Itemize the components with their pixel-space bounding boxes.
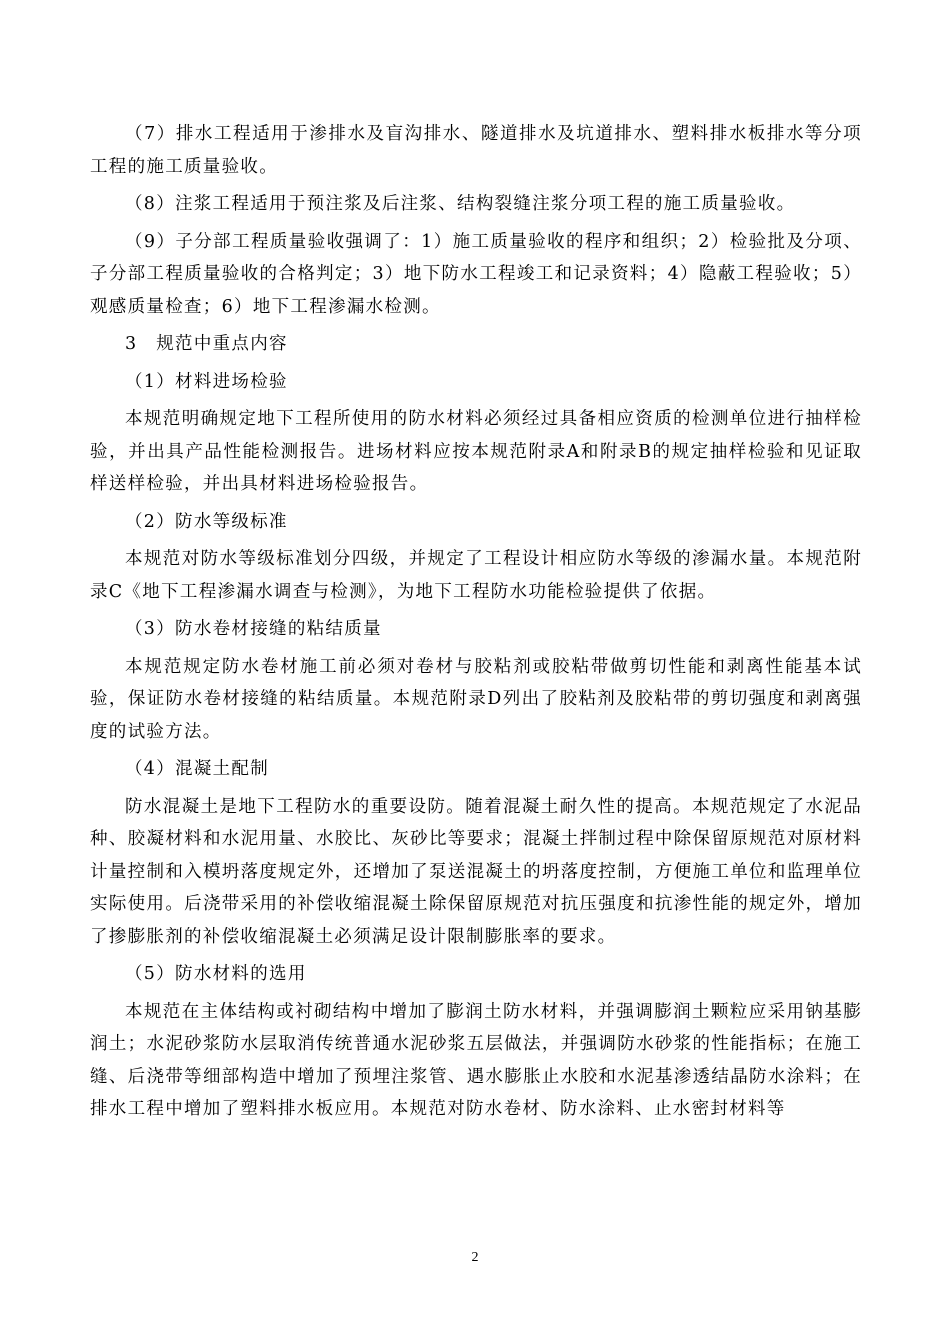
- subheading-material-selection: （5）防水材料的选用: [125, 964, 307, 984]
- body-text: [90, 118, 862, 1131]
- subheading-membrane-seam: （3）防水卷材接缝的粘结质量: [125, 619, 382, 639]
- subheading-waterproof-grade: （2）防水等级标准: [125, 511, 288, 532]
- subheading-concrete-mix: （4）混凝土配制: [125, 759, 270, 779]
- paragraph-subdivision-acceptance: （9）子分部工程质量验收强调了：1）施工质量验收的程序和组织；2）检验批及分项、子分部工程质量验收的合格判定；3）地下防水工程竣工和记录资料；4）隐蔽工程验收；5）观感质量检查；6）地下工程渗漏水检测。: [90, 231, 862, 317]
- section-heading-key-content: 3 规范中重点内容: [125, 334, 288, 354]
- paragraph-waterproof-grade: 本规范对防水等级标准划分四级，并规定了工程设计相应防水等级的渗漏水量。本规范附录C《地下工程渗漏水调查与检测》，为地下工程防水功能检验提供了依据。: [90, 549, 862, 602]
- subheading-material-inspection: （1）材料进场检验: [125, 371, 288, 392]
- paragraph-material-inspection: 本规范明确规定地下工程所使用的防水材料必须经过具备相应资质的检测单位进行抽样检验，并出具产品性能检测报告。进场材料应按本规范附录A和附录B的规定抽样检验和见证取样送样检验，并出具材料进场检验报告。: [90, 409, 862, 494]
- paragraph-concrete-mix: 防水混凝土是地下工程防水的重要设防。随着混凝土耐久性的提高。本规范规定了水泥品种、胶凝材料和水泥用量、水胶比、灰砂比等要求；混凝土拌制过程中除保留原规范对原材料计量控制和入模坍落度规定外，还增加了泵送混凝土的坍落度控制，方便施工单位和监理单位实际使用。后浇带采用的补偿收缩混凝土除保留原规范对抗压强度和抗渗性能的规定外，增加了掺膨胀剂的补偿收缩混凝土必须满足设计限制膨胀率的要求。: [90, 796, 862, 947]
- paragraph-material-selection: 本规范在主体结构或衬砌结构中增加了膨润土防水材料，并强调膨润土颗粒应采用钠基膨润土；水泥砂浆防水层取消传统普通水泥砂浆五层做法，并强调防水砂浆的性能指标；在施工缝、后浇带等细部构造中增加了预埋注浆管、遇水膨胀止水胶和水泥基渗透结晶防水涂料；在排水工程中增加了塑料排水板应用。本规范对防水卷材、防水涂料、止水密封材料等: [90, 1001, 862, 1119]
- page-number: 2: [471, 1250, 479, 1265]
- paragraph-membrane-seam: 本规范规定防水卷材施工前必须对卷材与胶粘剂或胶粘带做剪切性能和剥离性能基本试验，保证防水卷材接缝的粘结质量。本规范附录D列出了胶粘剂及胶粘带的剪切强度和剥离强度的试验方法。: [90, 656, 862, 742]
- paragraph-grouting: （8）注浆工程适用于预注浆及后注浆、结构裂缝注浆分项工程的施工质量验收。: [125, 194, 796, 214]
- paragraph-drainage: （7）排水工程适用于渗排水及盲沟排水、隧道排水及坑道排水、塑料排水板排水等分项工程的施工质量验收。: [90, 124, 862, 177]
